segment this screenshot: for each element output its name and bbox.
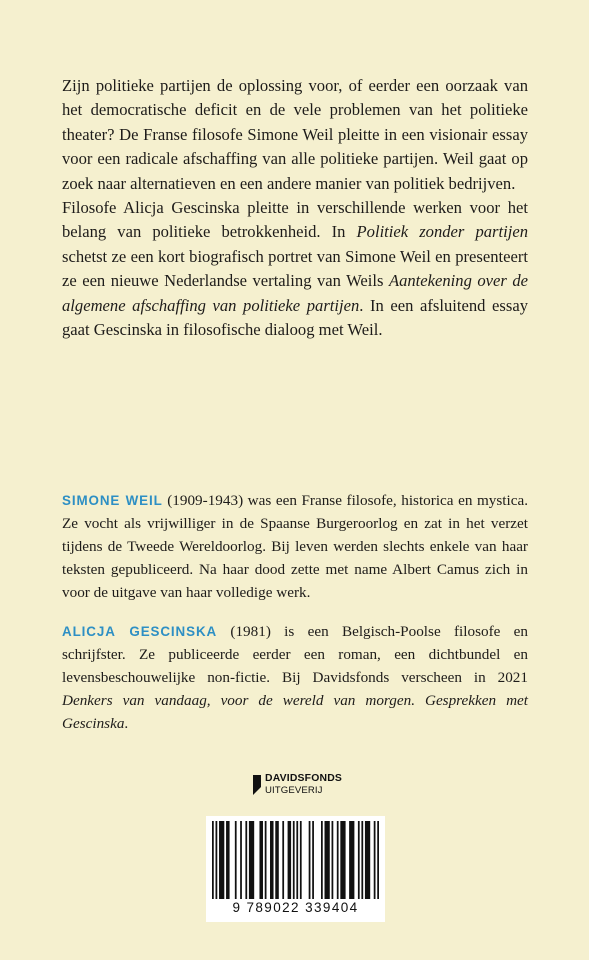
barcode-bar-29 bbox=[377, 821, 379, 899]
blurb-paragraph-2-part-c: . In een afsluitend essay gaat Gescinska in filosofische dialoog met Weil. bbox=[62, 295, 528, 340]
blurb bbox=[62, 74, 528, 342]
barcode-bar-9 bbox=[265, 821, 267, 899]
barcode-bar-26 bbox=[361, 821, 363, 899]
bio-weil-text: (1909-1943) was een Franse filosofe, historica en mystica. Ze vocht als vrijwilliger in de Spaanse Burgeroorlog en zat in het verzet tijdens de Tweede Wereldoorlog. Bij leven werden slechts enkele van haar teksten gepubliceerd. Na haar dood zette met name Albert Camus zich in voor de uitgave van haar volledige werk. bbox=[62, 492, 528, 601]
bio-gescinska-text-b: . bbox=[124, 715, 129, 732]
barcode-bar-19 bbox=[321, 821, 323, 899]
barcode-bar-7 bbox=[249, 821, 254, 899]
barcode-bar-15 bbox=[296, 821, 298, 899]
book-title: Politiek zonder partijen bbox=[356, 222, 529, 242]
barcode-bar-6 bbox=[245, 821, 247, 899]
gescinska-book-title: Denkers van vandaag, voor de wereld van morgen. Gesprekken met Gescinska bbox=[62, 692, 528, 732]
barcode-bar-27 bbox=[365, 821, 370, 899]
barcode-bar-14 bbox=[293, 821, 295, 899]
barcode-bar-28 bbox=[374, 821, 376, 899]
barcode-bar-18 bbox=[312, 821, 314, 899]
barcode-bar-1 bbox=[216, 821, 218, 899]
barcode-bar-4 bbox=[235, 821, 237, 899]
barcode-bar-25 bbox=[358, 821, 360, 899]
barcode-bar-12 bbox=[282, 821, 284, 899]
barcode-digits: 9 789022 339404 bbox=[232, 900, 359, 915]
barcode-bar-2 bbox=[219, 821, 224, 899]
publisher-logo bbox=[252, 773, 362, 799]
bio-gescinska-text-a: (1981) is een Belgisch-Poolse filosofe en schrijfster. Ze publiceerde eerder een roman, een dichtbundel en levensbeschouwelijke non-fictie. Bij Davidsfonds verscheen in 2021 bbox=[62, 623, 528, 686]
barcode-bar-8 bbox=[259, 821, 263, 899]
bio-simone-weil bbox=[62, 489, 528, 604]
blurb-paragraph-2 bbox=[62, 196, 528, 342]
author-name-gescinska: ALICJA GESCINSKA bbox=[62, 624, 218, 639]
barcode bbox=[206, 816, 385, 922]
barcode-bar-23 bbox=[340, 821, 345, 899]
barcode-bar-17 bbox=[309, 821, 311, 899]
barcode-bar-20 bbox=[325, 821, 330, 899]
author-name-weil: SIMONE WEIL bbox=[62, 493, 163, 508]
barcode-bar-3 bbox=[226, 821, 230, 899]
barcode-bar-24 bbox=[349, 821, 354, 899]
barcode-bar-22 bbox=[337, 821, 339, 899]
blurb-paragraph-1: Zijn politieke partijen de oplossing voor, of eerder een oorzaak van het democratische deficit en de vele problemen van het politieke theater? De Franse filosofe Simone Weil pleitte in een visionair essay voor een radicale afschaffing van alle politieke partijen. Weil gaat op zoek naar alternatieven en een andere manier van politiek bedrijven. bbox=[62, 76, 528, 193]
blurb-paragraph-2-part-b: schetst ze een kort biografisch portret van Simone Weil en presenteert ze een nieuwe Nederlandse vertaling van Weils bbox=[62, 246, 528, 291]
essay-title: Aantekening over de algemene afschaffing van politieke partijen bbox=[62, 271, 528, 315]
blurb-paragraph-2-part-a: Filosofe Alicja Gescinska pleitte in verschillende werken voor het belang van politieke betrokkenheid. In bbox=[62, 198, 528, 242]
publisher-subtitle: UITGEVERIJ bbox=[265, 785, 323, 796]
barcode-bars bbox=[212, 821, 379, 899]
barcode-bar-21 bbox=[332, 821, 334, 899]
barcode-bar-16 bbox=[300, 821, 302, 899]
barcode-bar-11 bbox=[275, 821, 279, 899]
barcode-bar-10 bbox=[270, 821, 274, 899]
publisher-name: DAVIDSFONDS bbox=[265, 773, 343, 784]
barcode-bar-13 bbox=[288, 821, 292, 899]
barcode-bar-5 bbox=[240, 821, 242, 899]
davidsfonds-logo-icon bbox=[252, 774, 263, 796]
barcode-bar-0 bbox=[212, 821, 214, 899]
bio-alicja-gescinska bbox=[62, 620, 528, 735]
